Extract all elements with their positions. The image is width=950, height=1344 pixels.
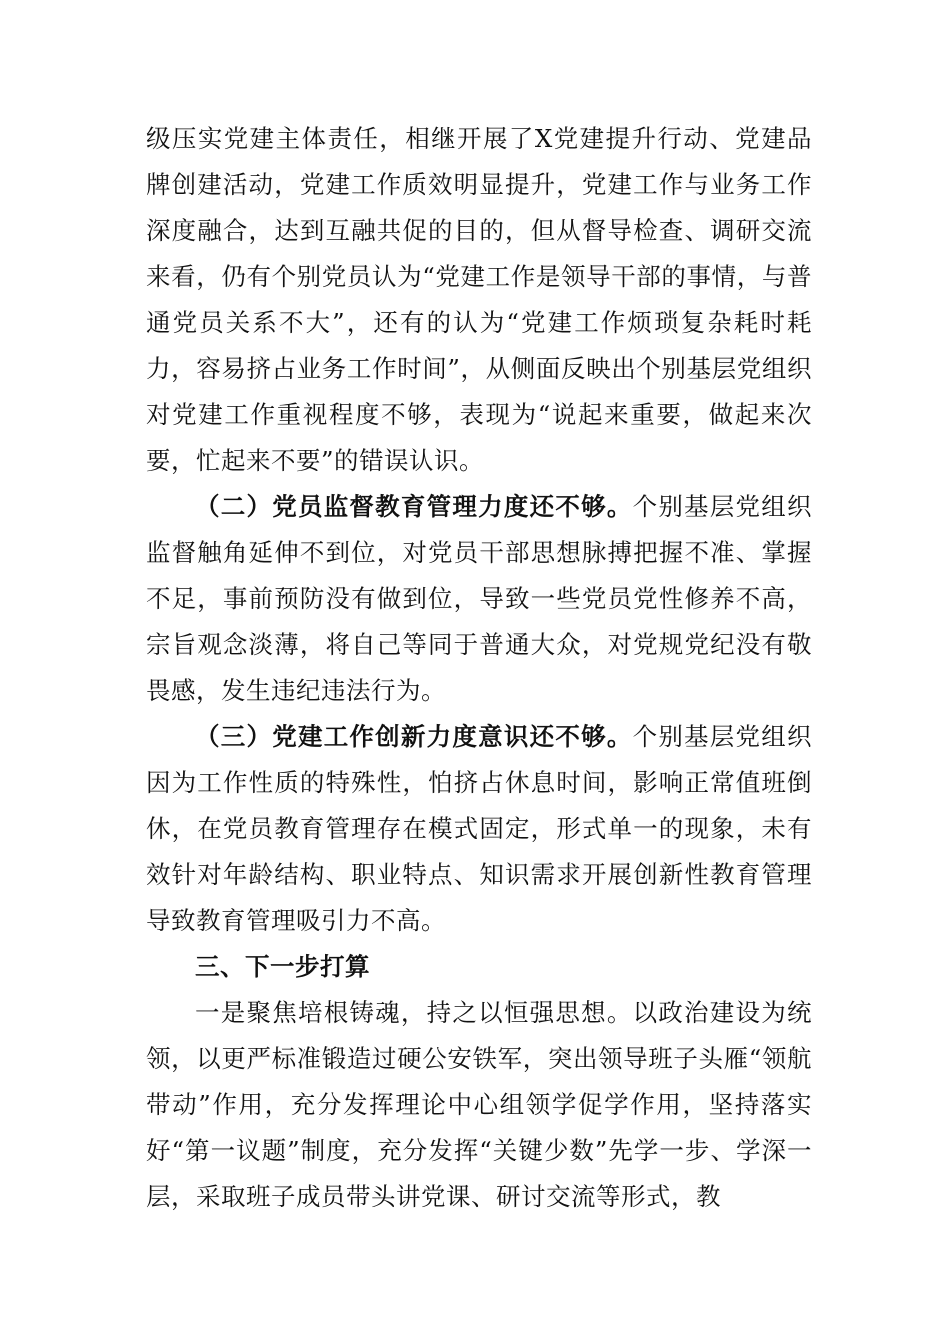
section-heading-text: 三、下一步打算 — [195, 952, 370, 981]
document-body — [146, 116, 812, 1220]
paragraph-innovation — [146, 714, 812, 944]
paragraph-text: 级压实党建主体责任，相继开展了X党建提升行动、党建品牌创建活动，党建工作质效明显提升，党建工作与业务工作深度融合，达到互融共促的目的，但从督导检查、调研交流来看，仍有个别党员认为“党建工作是领导干部的事情，与普通党员关系不大”，还有的认为“党建工作烦琐复杂耗时耗力，容易挤占业务工作时间”，从侧面反映出个别基层党组织对党建工作重视程度不够，表现为“说起来重要，做起来次要，忙起来不要”的错误认识。 — [146, 124, 812, 475]
paragraph-lead: （二）党员监督教育管理力度还不够。 — [195, 492, 633, 521]
paragraph-next-steps — [146, 990, 812, 1220]
paragraph-text: 一是聚焦培根铸魂，持之以恒强思想。以政治建设为统领，以更严标准锻造过硬公安铁军，突出领导班子头雁“领航带动”作用，充分发挥理论中心组领学促学作用，坚持落实好“第一议题”制度，充分发挥“关键少数”先学一步、学深一层，采取班子成员带头讲党课、研讨交流等形式，教 — [146, 998, 812, 1211]
paragraph-lead: （三）党建工作创新力度意识还不够。 — [195, 722, 633, 751]
paragraph-text: 个别基层党组织监督触角延伸不到位，对党员干部思想脉搏把握不准、掌握不足，事前预防没有做到位，导致一些党员党性修养不高，宗旨观念淡薄，将自己等同于普通大众，对党规党纪没有敬畏感，发生违纪违法行为。 — [146, 492, 813, 705]
paragraph-text: 个别基层党组织因为工作性质的特殊性，怕挤占休息时间，影响正常值班倒休，在党员教育管理存在模式固定，形式单一的现象，未有效针对年龄结构、职业特点、知识需求开展创新性教育管理导致教育管理吸引力不高。 — [146, 722, 813, 935]
section-heading — [146, 944, 812, 990]
paragraph-continuation — [146, 116, 812, 484]
paragraph-supervision — [146, 484, 812, 714]
